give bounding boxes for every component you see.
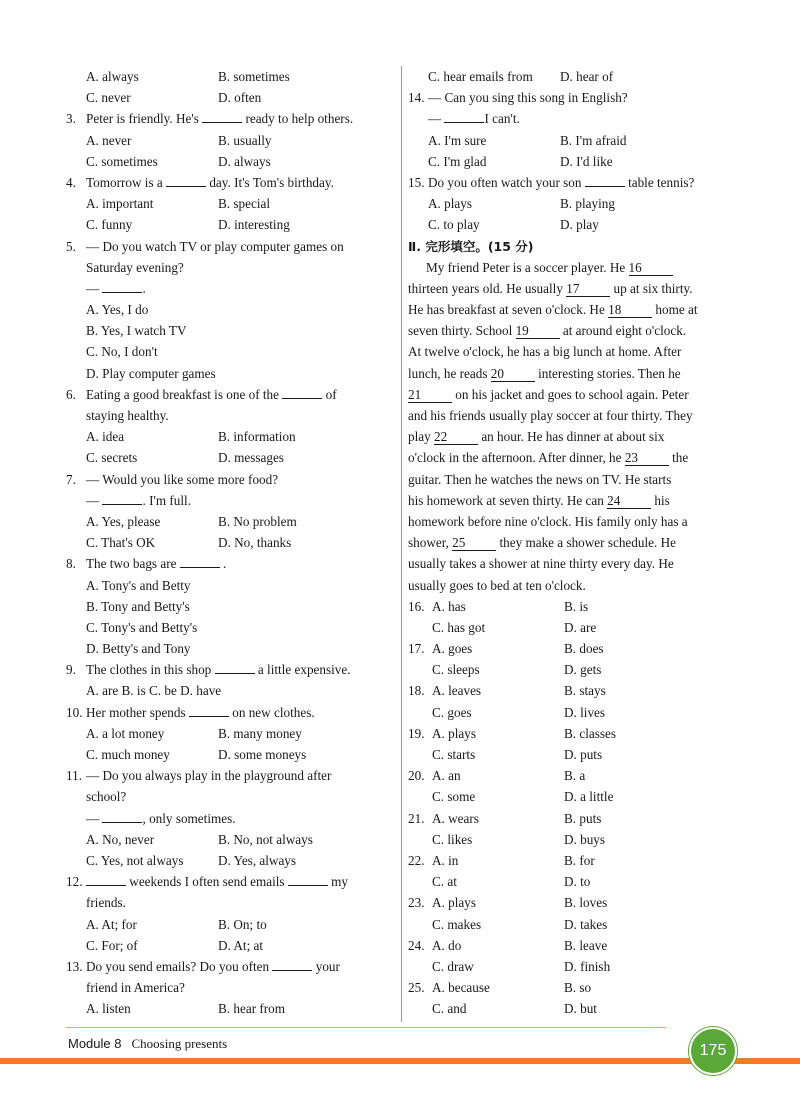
option-line [66,617,396,638]
option: B. stays [564,683,606,699]
option: B. is [564,598,589,614]
question-text: . [223,556,227,572]
question-continuation [66,786,396,807]
option: D. hear of [560,69,614,84]
option: B. sometimes [218,69,290,84]
numbered-blank[interactable]: 25 [452,535,496,551]
question-text: friend in America? [86,980,185,996]
option: A. in [432,852,459,868]
option: A. has [432,598,466,614]
question-text: Peter is friendly. He's [86,111,199,127]
passage-text: up at six thirty. [610,280,693,296]
option-line [66,363,396,384]
question-number: 19. [408,725,425,741]
question-line [66,108,396,129]
option: D. buys [564,831,606,847]
passage-line [408,384,734,405]
option: A. do [432,937,462,953]
options-row [66,723,396,744]
option: D. Yes, always [218,852,297,868]
passage-text: At twelve o'clock, he has a big lunch at home. After [408,344,682,360]
question-number: 13. [66,958,83,974]
passage-line [408,257,734,278]
passage-text: He has breakfast at seven o'clock. He [408,302,609,318]
answer-blank[interactable] [189,704,229,717]
cloze-options-row [408,892,734,913]
question-number: 9. [66,662,76,678]
answer-line [66,490,396,511]
cloze-options-row [408,829,734,850]
question-text: ready to help others. [245,111,354,127]
question-continuation [66,892,396,913]
option: D. finish [564,958,611,974]
question-number: 11. [66,768,82,784]
footer-rule [66,1027,666,1028]
question-text: friends. [86,895,126,911]
option: D. lives [564,704,606,720]
question-text: of [325,386,337,402]
option: D. always [218,153,271,169]
question-line [66,172,396,193]
passage-line [408,490,734,511]
question-text: — Can you sing this song in English? [428,90,628,106]
options-row [66,214,396,235]
passage-line [408,532,734,553]
option: D. to [564,874,591,890]
option: A. goes [432,641,473,657]
question-number: 15. [408,174,425,190]
option: A. Yes, I do [86,302,149,318]
option-line [66,575,396,596]
option: D. Play computer games [86,365,216,381]
left-column [66,66,396,1019]
numbered-blank[interactable]: 20 [491,366,535,382]
option: D. No, thanks [218,535,292,551]
option: A. plays [428,196,472,212]
option: A. plays [432,895,476,911]
option: A. Yes, please [86,513,161,529]
question-text: my [331,874,349,890]
option: B. I'm afraid [560,132,627,148]
numbered-blank[interactable]: 19 [516,323,560,339]
option: B. On; to [218,916,267,932]
passage-line [408,405,734,426]
option: C. sleeps [432,662,480,678]
passage-text: on his jacket and goes to school again. Peter [452,386,689,402]
option: B. special [218,196,271,212]
cloze-options-row [408,680,734,701]
option: A. At; for [86,916,137,932]
question-line [408,87,734,108]
answer-line [66,278,396,299]
answer-blank[interactable] [102,492,142,505]
numbered-blank[interactable]: 24 [607,493,651,509]
option: B. puts [564,810,602,826]
right-column [408,66,734,1019]
option: A. I'm sure [428,132,487,148]
options-row [66,87,396,108]
option: C. No, I don't [86,344,158,360]
question-number: 22. [408,852,425,868]
option: C. draw [432,958,474,974]
numbered-blank[interactable]: 23 [625,450,669,466]
question-line [66,871,396,892]
option: C. and [432,1001,467,1017]
question-number: 6. [66,386,76,402]
question-text: Saturday evening? [86,259,184,275]
cloze-options-row [408,871,734,892]
column-divider [401,66,402,1022]
passage-line [408,511,734,532]
question-number: 7. [66,471,76,487]
cloze-options-row [408,850,734,871]
option: B. information [218,429,296,445]
passage-text: his [651,492,670,508]
question-continuation [66,977,396,998]
passage-text: home at [652,302,698,318]
options-row [66,532,396,553]
option: D. gets [564,662,602,678]
option: B. usually [218,132,272,148]
answer-blank[interactable] [102,280,142,293]
passage-line [408,320,734,341]
options-row [66,151,396,172]
option: C. Yes, not always [86,852,184,868]
passage-line [408,426,734,447]
option: B. playing [560,196,615,212]
option: B. classes [564,725,617,741]
option: D. play [560,217,599,233]
question-text: The two bags are [86,556,177,572]
question-line [66,659,396,680]
question-number: 20. [408,768,425,784]
cloze-options-row [408,998,734,1019]
question-text: table tennis? [628,174,695,190]
option: C. never [86,90,131,106]
question-number: 8. [66,556,76,572]
cloze-options-row [408,702,734,723]
option: D. I'd like [560,153,613,169]
answer-blank[interactable] [288,873,328,886]
question-text: school? [86,789,127,805]
passage-text: seven thirty. School [408,323,516,339]
answer-text: , only sometimes. [142,810,236,826]
option-line [66,596,396,617]
option: A. always [86,69,139,84]
question-number: 18. [408,683,425,699]
question-number: 24. [408,937,425,953]
option: A. listen [86,1001,131,1017]
passage-line [408,363,734,384]
answer-text: . [142,280,146,296]
answer-blank[interactable] [272,958,312,971]
answer-line [408,108,734,129]
passage-text: an hour. He has dinner at about six [478,429,665,445]
answer-blank[interactable] [166,174,206,187]
question-text: — Do you always play in the playground after [86,768,332,784]
cloze-options-row [408,914,734,935]
answer-blank[interactable] [86,873,126,886]
numbered-blank[interactable]: 16 [629,260,673,276]
option: C. at [432,874,457,890]
question-text: — Do you watch TV or play computer games on [86,238,344,254]
question-text: Do you send emails? Do you often [86,958,270,974]
option: D. some moneys [218,747,307,762]
question-text: Do you often watch your son [428,174,582,190]
options-row [66,447,396,468]
option: A. plays [432,725,476,741]
cloze-options-row [408,638,734,659]
question-number: 10. [66,704,83,720]
passage-text: My friend Peter is a soccer player. He [426,259,629,275]
numbered-blank[interactable]: 21 [408,387,452,403]
cloze-options-row [408,617,734,638]
passage-line [408,341,734,362]
option: A. are B. is C. be D. have [86,683,222,699]
question-line [66,236,396,257]
question-number: 5. [66,238,76,254]
question-text: on new clothes. [232,704,315,720]
cloze-options-row [408,786,734,807]
passage-text: interesting stories. Then he [534,365,681,381]
option: B. so [564,980,592,996]
option: C. has got [432,619,486,635]
numbered-blank[interactable]: 17 [566,281,610,297]
cloze-options-row [408,765,734,786]
answer-blank[interactable] [202,110,242,123]
passage-text: they make a shower schedule. He [496,535,676,551]
option: A. a lot money [86,725,165,741]
option: B. Yes, I watch TV [86,323,187,339]
option: D. a little [564,789,614,805]
answer-line [66,808,396,829]
question-line [66,702,396,723]
option: D. Betty's and Tony [86,641,191,657]
option: A. never [86,132,132,148]
option-line [66,680,396,701]
option: D. puts [564,747,603,762]
options-row [66,130,396,151]
options-row [66,998,396,1019]
passage-text: play [408,429,435,445]
question-text: day. It's Tom's birthday. [209,174,334,190]
options-row [408,193,734,214]
option: C. For; of [86,937,138,953]
option: C. That's OK [86,535,156,551]
footer-bar [0,1058,800,1064]
option: D. interesting [218,217,290,233]
option: C. Tony's and Betty's [86,619,198,635]
passage-text: homework before nine o'clock. His family only has a [408,513,688,529]
passage-line [408,278,734,299]
options-row [408,66,734,87]
options-row [66,193,396,214]
passage-text: guitar. Then he watches the news on TV. He starts [408,471,672,487]
option: D. takes [564,916,608,932]
question-number: 12. [66,874,83,890]
option: D. but [564,1001,597,1017]
option: C. I'm glad [428,153,487,169]
options-row [408,151,734,172]
dash: — [428,111,442,127]
option: C. goes [432,704,472,720]
cloze-options-row [408,977,734,998]
answer-blank[interactable] [444,110,484,123]
question-line [66,765,396,786]
numbered-blank[interactable]: 22 [434,429,478,445]
answer-blank[interactable] [102,810,142,823]
question-number: 16. [408,598,425,614]
dash: — [86,280,100,296]
option: C. starts [432,747,476,762]
option: A. wears [432,810,479,826]
question-number: 17. [408,641,425,657]
answer-text: . I'm full. [142,492,192,508]
option: B. No problem [218,513,297,529]
cloze-options-row [408,808,734,829]
option: D. At; at [218,937,264,953]
passage-line [408,553,734,574]
question-continuation [66,257,396,278]
option-line [66,638,396,659]
options-row [66,935,396,956]
question-number: 14. [408,90,425,106]
option: C. much money [86,747,170,762]
answer-blank[interactable] [282,386,322,399]
passage-line [408,469,734,490]
passage-line [408,447,734,468]
question-text: staying healthy. [86,408,169,423]
option: B. does [564,641,604,657]
question-text: — Would you like some more food? [86,471,279,487]
cloze-options-row [408,723,734,744]
option: B. many money [218,725,302,741]
footer [68,1036,227,1052]
option: A. idea [86,429,125,445]
option: B. hear from [218,1001,286,1017]
question-text: weekends I often send emails [129,874,285,890]
passage-text: o'clock in the afternoon. After dinner, he [408,450,625,466]
question-number: 23. [408,895,425,911]
option: A. Tony's and Betty [86,577,191,593]
option: B. No, not always [218,831,313,847]
options-row [408,130,734,151]
dash: — [86,810,100,826]
passage-line [408,299,734,320]
options-row [66,426,396,447]
answer-text: I can't. [484,111,520,127]
passage-text: his homework at seven thirty. He can [408,492,608,508]
cloze-options-row [408,596,734,617]
question-number: 21. [408,810,425,826]
question-text: The clothes in this shop [86,662,212,678]
cloze-options-row [408,744,734,765]
passage-text: thirteen years old. He usually [408,280,567,296]
question-text: Her mother spends [86,704,186,720]
option: A. leaves [432,683,482,699]
option: C. likes [432,831,473,847]
footer-module: Module 8 [68,1036,122,1051]
cloze-options-row [408,935,734,956]
question-continuation [66,405,396,426]
passage-text: the [668,450,689,466]
question-line [408,172,734,193]
option: C. hear emails from [428,69,533,84]
option: B. Tony and Betty's [86,598,190,614]
passage-text: and his friends usually play soccer at four thirty. They [408,408,693,423]
option: C. to play [428,217,480,233]
option: C. some [432,789,476,805]
question-number: 4. [66,174,76,190]
passage-text: lunch, he reads [408,365,491,381]
question-line [66,553,396,574]
question-text: a little expensive. [257,662,351,678]
passage-line [408,575,734,596]
answer-blank[interactable] [180,555,220,568]
passage-text: usually goes to bed at ten o'clock. [408,577,586,593]
cloze-options-row [408,659,734,680]
options-row [66,914,396,935]
option: A. an [432,768,461,784]
question-line [66,384,396,405]
question-text: Eating a good breakfast is one of the [86,386,279,402]
options-row [66,829,396,850]
option: A. important [86,196,154,212]
option: C. makes [432,916,482,932]
option-line [66,341,396,362]
options-row [66,511,396,532]
option: B. a [564,768,586,784]
answer-blank[interactable] [585,174,625,187]
option: A. No, never [86,831,155,847]
option: B. leave [564,937,608,953]
option: B. for [564,852,595,868]
option-line [66,320,396,341]
options-row [408,214,734,235]
option: C. secrets [86,450,138,466]
options-row [66,66,396,87]
dash: — [86,492,100,508]
passage-text: usually takes a shower at nine thirty every day. He [408,556,674,572]
numbered-blank[interactable]: 18 [608,302,652,318]
option-line [66,299,396,320]
section-title: Ⅱ. 完形填空。(15 分) [408,238,534,254]
option: C. sometimes [86,153,158,169]
question-number: 25. [408,980,425,996]
options-row [66,744,396,765]
options-row [66,850,396,871]
option: D. often [218,90,262,106]
footer-title: Choosing presents [131,1036,228,1051]
question-text: Tomorrow is a [86,174,163,190]
passage-text: at around eight o'clock. [559,323,687,339]
option: A. because [432,980,490,996]
option: C. funny [86,217,133,233]
option: B. loves [564,895,608,911]
question-number: 3. [66,111,76,127]
cloze-options-row [408,956,734,977]
page-number-badge: 175 [689,1027,737,1075]
answer-blank[interactable] [215,661,255,674]
question-text: your [315,958,340,974]
passage-text: shower, [408,535,453,551]
option: D. messages [218,450,284,466]
option: D. are [564,619,597,635]
question-line [66,469,396,490]
question-line [66,956,396,977]
